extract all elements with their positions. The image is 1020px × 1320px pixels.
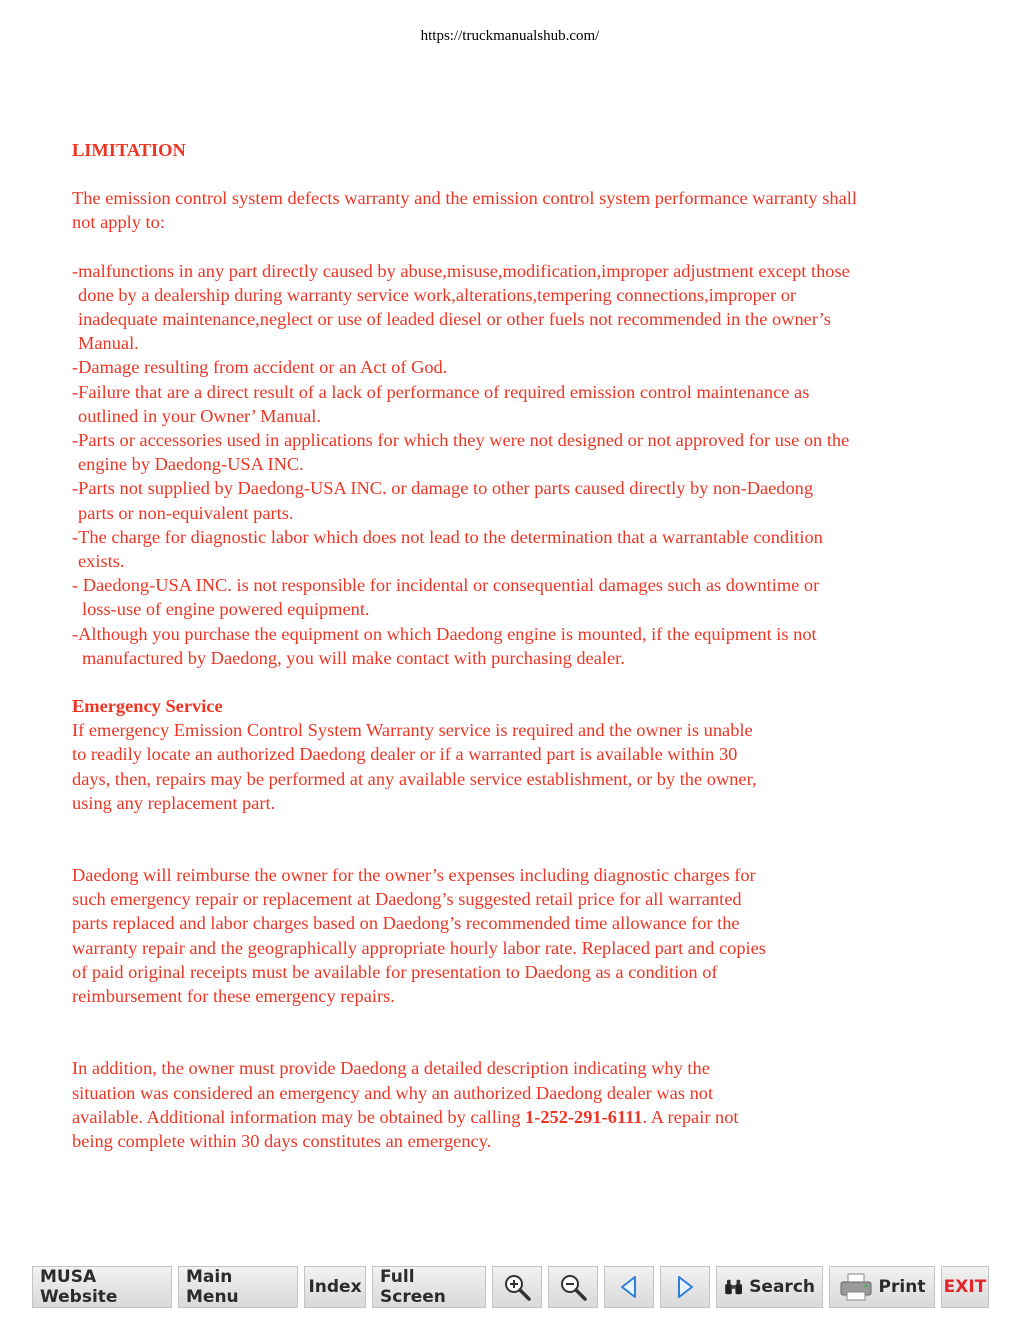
- main-menu-button[interactable]: [178, 1266, 298, 1308]
- search-label: Search: [749, 1277, 815, 1297]
- zoom-in-button[interactable]: [492, 1266, 542, 1308]
- emergency-text: In addition, the owner must provide Daedong a detailed description indicating why the situation was considered an emergency and why an authorized Daedong dealer was not available. Additional information may be obtained by calling: [72, 1058, 714, 1127]
- document-body: [72, 138, 952, 1153]
- zoom-out-button[interactable]: [548, 1266, 598, 1308]
- limitation-item: - Daedong-USA INC. is not responsible for incidental or consequential damages such as downtime or loss-use of engine powered equipment.: [72, 575, 820, 620]
- zoom-out-icon: [558, 1272, 588, 1302]
- print-label: Print: [878, 1277, 926, 1297]
- limitation-item: -Parts not supplied by Daedong-USA INC. or damage to other parts caused directly by non-Daedong parts or non-equivalent parts.: [72, 478, 814, 523]
- full-screen-label: Full Screen: [380, 1267, 446, 1307]
- limitation-intro: The emission control system defects warranty and the emission control system performance warranty shall not apply to:: [72, 188, 857, 233]
- musa-website-button[interactable]: [32, 1266, 172, 1308]
- previous-page-button[interactable]: [604, 1266, 654, 1308]
- navigation-toolbar: [32, 1266, 989, 1308]
- exit-label: EXIT: [943, 1277, 987, 1297]
- index-button[interactable]: [304, 1266, 366, 1308]
- print-button[interactable]: [829, 1266, 935, 1308]
- emergency-paragraph: Daedong will reimburse the owner for the owner’s expenses including diagnostic charges for such emergency repair or replacement at Daedong’s suggested retail price for all warranted parts replaced and labor charges based on Daedong’s recommended time allowance for the warranty repair and the geographically appropriate hourly labor rate. Replaced part and copies of paid original receipts must be available for presentation to Daedong as a condition of reimbursement for these emergency repairs.: [72, 865, 766, 1007]
- index-label: Index: [308, 1277, 362, 1297]
- emergency-paragraph: If emergency Emission Control System Warranty service is required and the owner is unable to readily locate an authorized Daedong dealer or if a warranted part is available within 30 days, then, repairs may be performed at any available service establishment, or by the owner, using any replacement part.: [72, 720, 757, 813]
- exit-button[interactable]: [941, 1266, 989, 1308]
- left-arrow-icon: [617, 1274, 641, 1300]
- limitation-item: -Failure that are a direct result of a lack of performance of required emission control maintenance as outlined in your Owner’ Manual.: [72, 381, 810, 426]
- emergency-paragraph: [72, 1056, 952, 1153]
- limitation-item: -The charge for diagnostic labor which does not lead to the determination that a warrantable condition exists.: [72, 526, 823, 572]
- next-page-button[interactable]: [660, 1266, 710, 1308]
- full-screen-button[interactable]: [372, 1266, 486, 1308]
- emergency-text: . A repair not being complete within 30 days constitutes an emergency.: [72, 1106, 739, 1151]
- limitation-title: LIMITATION: [72, 140, 186, 160]
- limitation-item: -Parts or accessories used in applications for which they were not designed or not approved for use on the engine by Daedong-USA INC.: [72, 430, 850, 475]
- emergency-title: Emergency Service: [72, 696, 223, 717]
- limitation-item: -malfunctions in any part directly caused by abuse,misuse,modification,improper adjustment except those done by a dealership during warranty service work,alterations,tempering connections,improper or inadequate maintenance,neglect or use of leaded diesel or other fuels not recommended in the owner’s Manual.: [72, 260, 850, 354]
- search-button[interactable]: [716, 1266, 823, 1308]
- binoculars-icon: [724, 1273, 743, 1301]
- phone-number: 1-252-291-6111: [525, 1106, 643, 1127]
- printer-icon: [839, 1272, 873, 1302]
- zoom-in-icon: [502, 1272, 532, 1302]
- source-url: https://truckmanualshub.com/: [420, 28, 600, 44]
- musa-website-label: MUSA Website: [40, 1267, 118, 1307]
- limitation-item: -Damage resulting from accident or an Act of God.: [72, 357, 448, 378]
- limitation-item: -Although you purchase the equipment on which Daedong engine is mounted, if the equipment is not manufactured by Daedong, you will make contact with purchasing dealer.: [72, 623, 817, 668]
- right-arrow-icon: [673, 1274, 697, 1300]
- main-menu-label: Main Menu: [186, 1267, 239, 1307]
